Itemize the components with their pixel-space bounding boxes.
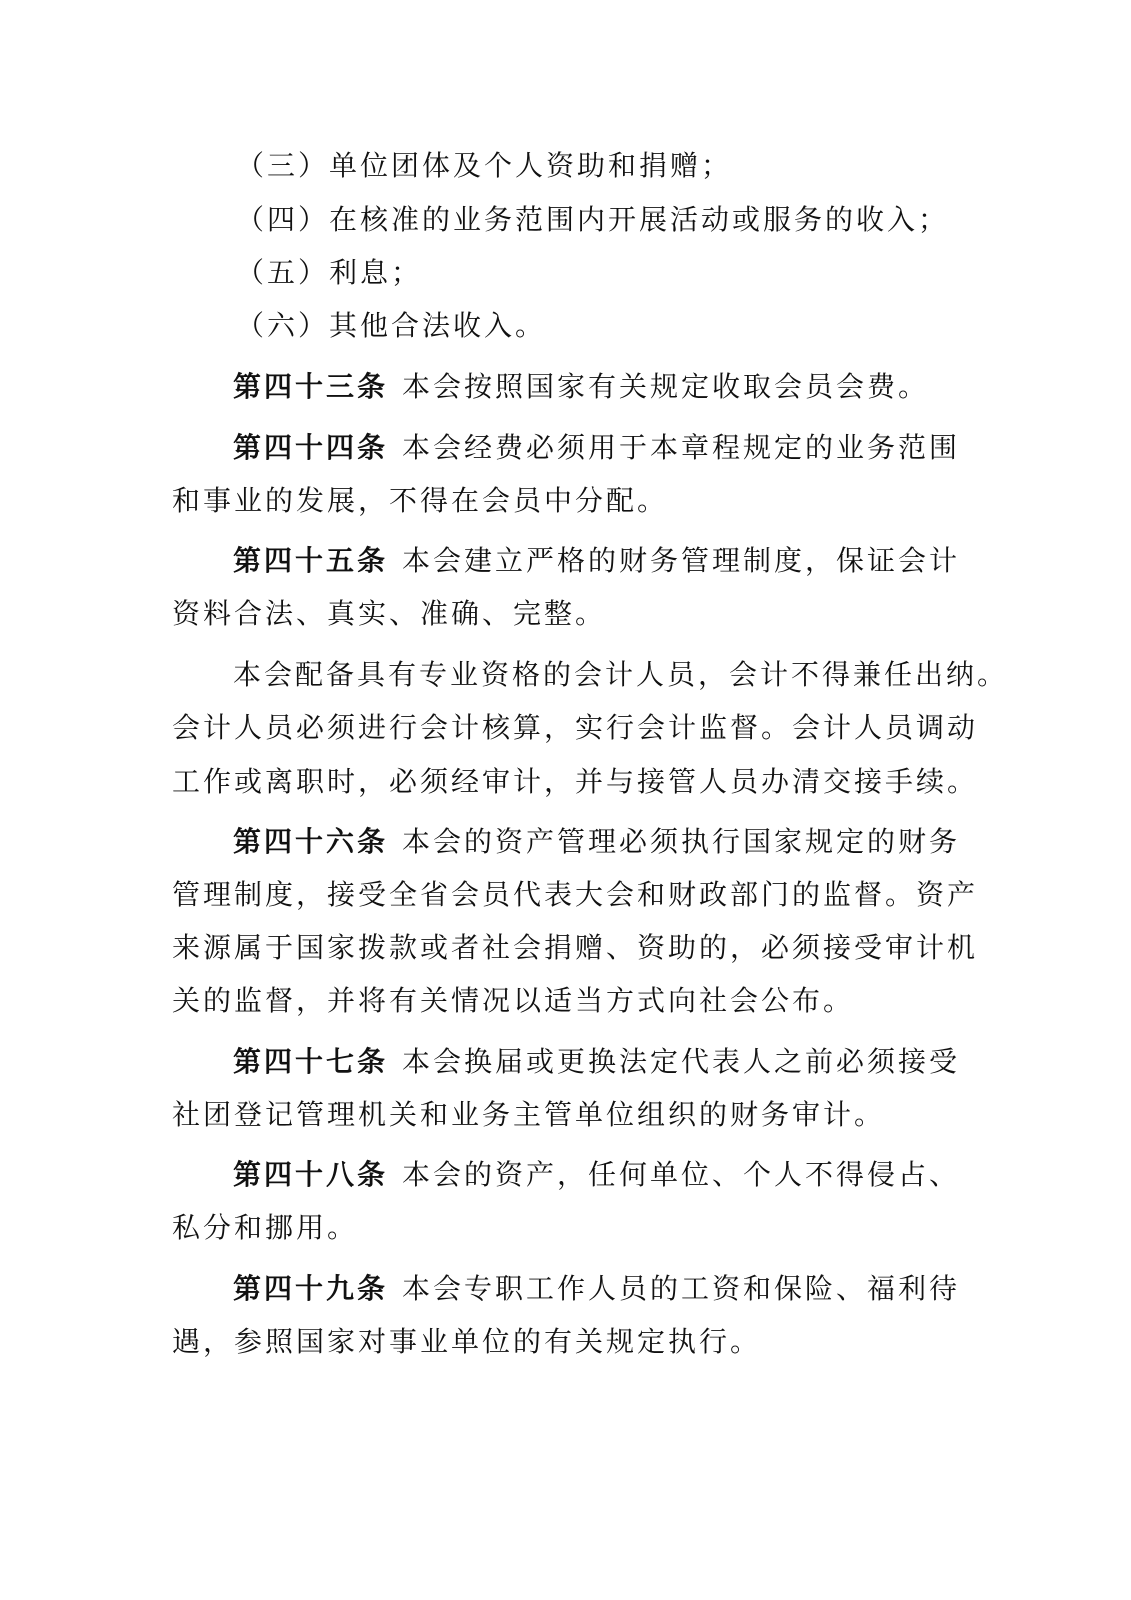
article-48: [233, 1155, 960, 1195]
article-46-label: 第四十六条: [233, 825, 389, 858]
article-46-text-3: 来源属于国家拨款或者社会捐赠、资助的，必须接受审计机: [172, 931, 979, 964]
list-item-6: （六）其他合法收入。: [236, 309, 547, 342]
article-45-text-2: 资料合法、真实、准确、完整。: [172, 597, 607, 630]
article-43-label: 第四十三条: [233, 370, 389, 403]
article-46-text-4: 关的监督，并将有关情况以适当方式向社会公布。: [172, 984, 855, 1017]
article-44: [233, 428, 960, 468]
list-item-3: （三）单位团体及个人资助和捐赠；: [236, 149, 733, 182]
article-47-label: 第四十七条: [233, 1045, 389, 1078]
article-43-text-1: 本会按照国家有关规定收取会员会费。: [402, 370, 930, 403]
article-45-label: 第四十五条: [233, 544, 389, 577]
list-item-5: （五）利息；: [236, 256, 423, 289]
article-44-text-1: 本会经费必须用于本章程规定的业务范围: [402, 431, 961, 464]
article-47-text-1: 本会换届或更换法定代表人之前必须接受: [402, 1045, 961, 1078]
article-49-text-2: 遇，参照国家对事业单位的有关规定执行。: [172, 1325, 762, 1358]
article-49-text-1: 本会专职工作人员的工资和保险、福利待: [402, 1272, 961, 1305]
accounting-paragraph-line-1: 本会配备具有专业资格的会计人员，会计不得兼任出纳。: [233, 658, 1009, 691]
article-49: [233, 1269, 960, 1309]
article-48-text-1: 本会的资产，任何单位、个人不得侵占、: [402, 1158, 961, 1191]
article-43: [233, 367, 929, 407]
article-45-text-1: 本会建立严格的财务管理制度，保证会计: [402, 544, 961, 577]
article-45: [233, 541, 960, 581]
article-48-label: 第四十八条: [233, 1158, 389, 1191]
article-47: [233, 1042, 960, 1082]
accounting-paragraph-line-2: 会计人员必须进行会计核算，实行会计监督。会计人员调动: [172, 711, 979, 744]
article-44-text-2: 和事业的发展，不得在会员中分配。: [172, 484, 669, 517]
article-46: [233, 822, 960, 862]
article-47-text-2: 社团登记管理机关和业务主管单位组织的财务审计。: [172, 1098, 886, 1131]
list-item-4: （四）在核准的业务范围内开展活动或服务的收入；: [236, 203, 950, 236]
article-48-text-2: 私分和挪用。: [172, 1211, 359, 1244]
accounting-paragraph-line-3: 工作或离职时，必须经审计，并与接管人员办清交接手续。: [172, 765, 979, 798]
article-49-label: 第四十九条: [233, 1272, 389, 1305]
article-46-text-2: 管理制度，接受全省会员代表大会和财政部门的监督。资产: [172, 878, 979, 911]
article-44-label: 第四十四条: [233, 431, 389, 464]
article-46-text-1: 本会的资产管理必须执行国家规定的财务: [402, 825, 961, 858]
